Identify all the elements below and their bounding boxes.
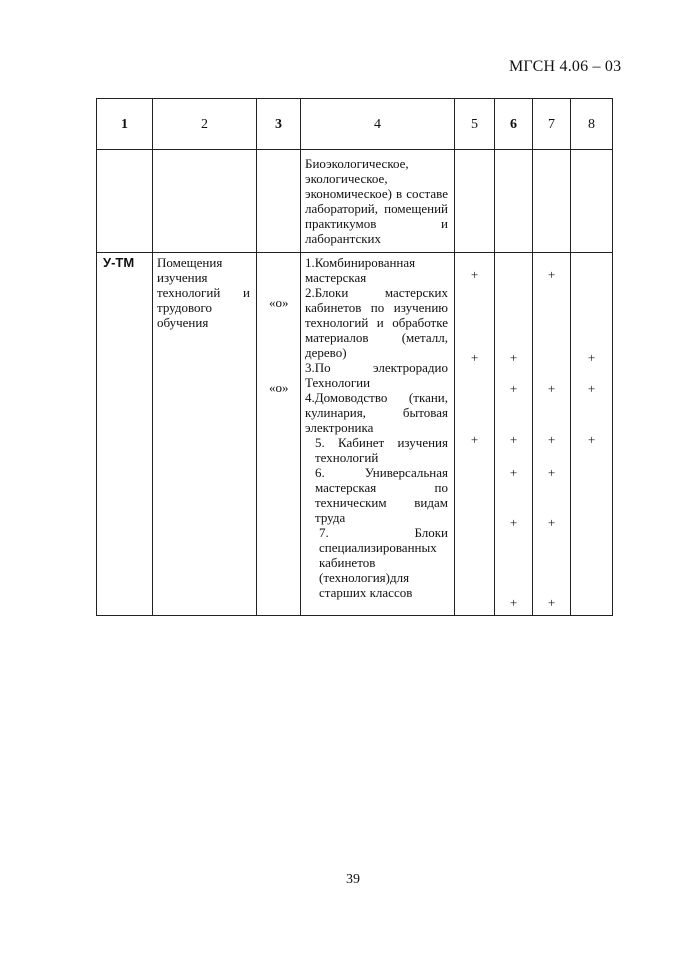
cell [97,150,153,253]
cell [533,150,571,253]
plus-mark: + [547,595,556,610]
mark-o-2: «о» [269,380,289,395]
page-number: 39 [346,872,360,887]
list-item: 7. Блоки специализированных кабинетов (технология)для старших классов [319,525,448,600]
list-item: 6. Универсальная мастерская по техническим видам труда [315,465,448,525]
column-header-7: 7 [533,99,571,150]
plus-mark: + [470,432,479,447]
items-cell [301,253,455,616]
rooms-table [96,98,613,616]
mark-cell [257,253,301,616]
list-item: 2.Блоки мастерских кабинетов по изучению технологий и обработке материалов (металл, дерево) [305,285,448,360]
plus-mark: + [587,381,596,396]
cell [571,150,613,253]
column-header-5: 5 [455,99,495,150]
continuation-row [97,150,613,253]
room-code: У-ТМ [103,255,135,270]
plus-mark: + [547,515,556,530]
column-header-8: 8 [571,99,613,150]
plus-mark: + [509,465,518,480]
cell [153,150,257,253]
room-name-cell [153,253,257,616]
list-item: 4.Домоводство (ткани, кулинария, бытовая электроника [305,390,448,435]
table-row [97,253,613,616]
plus-mark: + [587,432,596,447]
list-item: 5. Кабинет изучения технологий [315,435,448,465]
column-header-2: 2 [153,99,257,150]
column-header-3: 3 [257,99,301,150]
column-header-1: 1 [97,99,153,150]
document-code: МГСН 4.06 – 03 [509,58,622,75]
plus-mark: + [509,432,518,447]
mark-o-1: «о» [269,295,289,310]
plus-mark: + [547,465,556,480]
plus-mark: + [547,432,556,447]
plus-mark: + [509,381,518,396]
col6-cell [495,253,533,616]
plus-mark: + [470,350,479,365]
plus-mark: + [587,350,596,365]
cell [495,150,533,253]
plus-mark: + [547,381,556,396]
list-item: 1.Комбинированная мастерская [305,255,416,285]
col5-cell [455,253,495,616]
col7-cell [533,253,571,616]
cell [257,150,301,253]
room-name: Помещения изучения технологий и трудового обучения [157,255,250,330]
list-item: 3.По электрорадио Технологии [305,360,448,390]
plus-mark: + [547,267,556,282]
plus-mark: + [509,515,518,530]
plus-mark: + [470,267,479,282]
cell [455,150,495,253]
table-header-row [97,99,613,150]
column-header-4: 4 [301,99,455,150]
continuation-text: Биоэкологическое, экологическое, экономическое) в составе лабораторий, помещений практикумов и лаборантских [305,156,448,246]
col8-cell [571,253,613,616]
room-code-cell [97,253,153,616]
continuation-cell [301,150,455,253]
plus-mark: + [509,595,518,610]
column-header-6: 6 [495,99,533,150]
plus-mark: + [509,350,518,365]
